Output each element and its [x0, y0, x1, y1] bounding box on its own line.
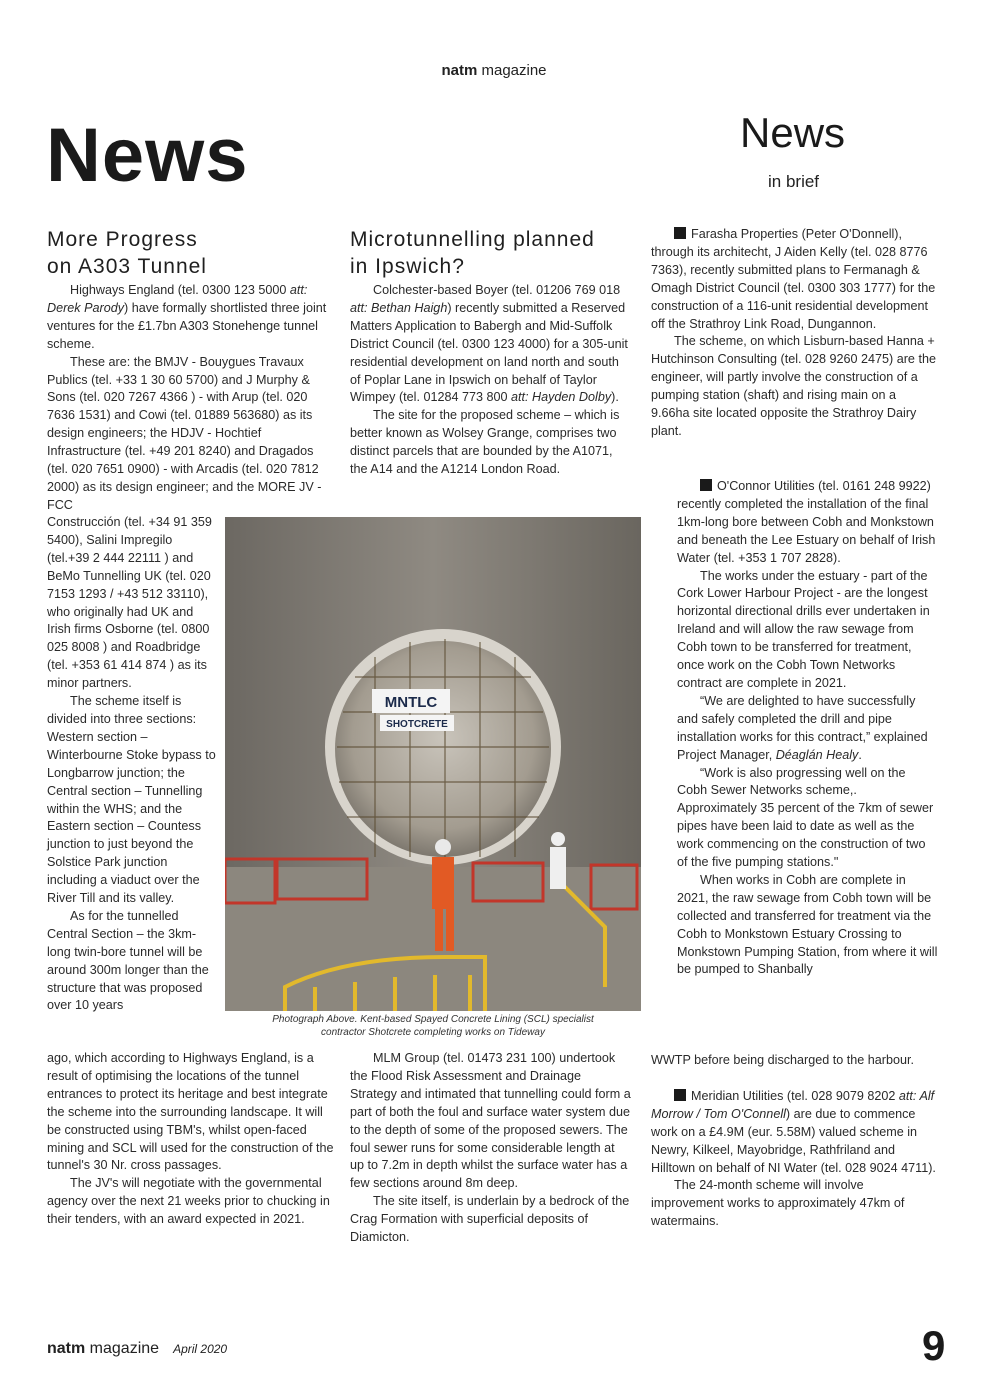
paragraph: These are: the BMJV - Bouygues Travaux Publics (tel. +33 1 30 60 5700) and J Murphy & Sons (tel. 020 7267 4366 ) - with Arup (tel. 020 7636 1531) and Cowi (tel. 01889 563680) as its design engineers; the HDJV - Hochtief Infrastructure (tel. +49 201 8240) and Dragados (tel. 020 7651 0900) - with Arcadis (tel. 020 7812 2000) as its design engineer; and the MORE JV - FCC [47, 354, 322, 512]
text: ) recently submitted a Reserved Matters Application to Babergh and Mid-Suffolk District Council (tel. 0300 123 4000) for a 305-unit residential development on land north and south of Poplar Lane in Ipswich on behalf of Taylor Wimpey (tel. 01284 773 800 [350, 300, 628, 405]
text: “We are delighted to have successfully and safely completed the drill and pipe installation works for this contract,” explained Project Manager, [677, 693, 928, 762]
paragraph: The 24-month scheme will involve improvement works to approximately 47km of watermains. [651, 1178, 905, 1229]
person-name: Déaglán Healy [775, 747, 859, 762]
paragraph [350, 282, 631, 407]
article-a303-bottom [47, 1050, 334, 1229]
paragraph: When works in Cobh are complete in 2021, the raw sewage from Cobh town will be collected and transferred for treatment via the Cobh to Monkstown Estuary Crossing to Monkstown Pumping Station, from where it will be pumped to Shanbally [677, 872, 938, 977]
paragraph [651, 1088, 937, 1178]
text: . [858, 747, 862, 762]
text: ). [611, 390, 619, 405]
heading-line: Microtunnelling planned [350, 228, 595, 251]
sign-shotcrete: SHOTCRETE [386, 719, 448, 730]
photo-caption [225, 1013, 641, 1039]
paragraph: Construcción (tel. +34 91 359 5400), Salini Impregilo (tel.+39 2 444 22111 ) and BeMo Tunnelling UK (tel. 020 7153 1293 / +43 512 33110), who originally had UK and Irish firms Osborne (tel. 0800 025 8008 ) and Roadbridge (tel. +353 61 414 874 ) as its minor partners. [47, 515, 212, 691]
paragraph: The works under the estuary - part of the Cork Lower Harbour Project - are the longest horizontal directional drills ever undertaken in Ireland and will allow the raw sewage from Cobh town to be transferred for treatment, once work on the Cobh Town Networks contract are complete in 2021. [677, 568, 930, 690]
brief-oconnor-end [651, 1052, 937, 1231]
text: Colchester-based Boyer (tel. 01206 769 018 [373, 283, 621, 297]
text: ) have formally shortlisted three joint ventures for the £1.7bn A303 Stonehenge tunnel scheme. [47, 300, 327, 351]
paragraph: WWTP before being discharged to the harbour. [651, 1053, 914, 1067]
paragraph: The scheme, on which Lisburn-based Hanna + Hutchinson Consulting (tel. 028 9260 2475) are the engineer, will partly involve the construction of a pumping station (shaft) and rising main on a 9.66ha site located opposite the Strathroy Dairy plant. [651, 334, 936, 438]
caption-line: contractor Shotcrete completing works on Tideway [321, 1027, 545, 1038]
article-ipswich-top [350, 226, 631, 479]
brief-title: News [740, 109, 846, 156]
text: Meridian Utilities (tel. 028 9079 8202 [691, 1088, 899, 1103]
article-ipswich-bottom [350, 1050, 631, 1247]
text: ) are due to commence work on a £4.9M (eur. 5.58M) valued scheme in Newry, Kilkeel, Mayobridge, Rathfriland and Hilltown on behalf of NI Water (tel. 028 9024 4711). [651, 1106, 936, 1175]
paragraph: MLM Group (tel. 01473 231 100) undertook the Flood Risk Assessment and Drainage Strategy and intimated that tunnelling could form a part of both the foul and surface water system due to the depth of some of the proposed sewers. The foul sewer runs for some considerable length at up to 7.2m in depth whilst the surface water has a few sections around 8m deep. [350, 1051, 631, 1191]
heading-line: in Ipswich? [350, 255, 465, 278]
paragraph [677, 478, 938, 568]
footer-magazine [47, 1340, 227, 1358]
paragraph: As for the tunnelled Central Section – the 3km-long twin-bore tunnel will be around 300m longer than the structure that was proposed over 10 years [47, 908, 209, 1013]
heading-line: on A303 Tunnel [47, 255, 207, 278]
bullet-square-icon [674, 1089, 686, 1101]
bullet-square-icon [700, 479, 712, 491]
bullet-square-icon [674, 227, 686, 239]
tunnel-photo [225, 517, 641, 1011]
tunnel-photo-illustration [225, 517, 641, 1011]
contact-name: att: Hayden Dolby [511, 390, 612, 405]
brief-subtitle: in brief [768, 172, 820, 191]
paragraph: ago, which according to Highways England, is a result of optimising the locations of the tunnel entrances to protect its heritage and best integrate the scheme into the surrounding landscape. It will be constructed using TBM's, whilst open-faced mining and SCL will used for the construction of the tunnel's 30 Nr. cross passages. [47, 1051, 334, 1173]
article-ipswich-heading [350, 226, 631, 280]
brief-oconnor [677, 478, 938, 979]
heading-line: More Progress [47, 228, 198, 251]
contact-name: att: Alf Morrow / Tom O'Connell [651, 1088, 935, 1121]
paragraph [651, 226, 937, 333]
caption-line: Photograph Above. Kent-based Spayed Concrete Lining (SCL) specialist [272, 1014, 594, 1025]
paragraph: The site itself, is underlain by a bedrock of the Crag Formation with superficial deposits of Diamicton. [350, 1194, 630, 1245]
page-number: 9 [922, 1322, 946, 1369]
article-a303-narrow [47, 514, 217, 1015]
text: O'Connor Utilities (tel. 0161 248 9922) recently completed the installation of the final 1km-long bore between Cobh and Monkstown and beneath the Lee Estuary on behalf of Irish Water (tel. +353 1 707 2828). [677, 479, 936, 565]
footer-magazine-bold: natm [47, 1340, 86, 1357]
contact-name: att: Derek Parody [47, 283, 308, 315]
footer-date: April 2020 [173, 1342, 228, 1356]
text: Highways England (tel. 0300 123 5000 [70, 283, 290, 297]
paragraph: The scheme itself is divided into three sections: Western section – Winterbourne Stoke bypass to Longbarrow junction; the Central section – Tunnelling within the WHS; and the Eastern section – Countess junction to just beyond the Solstice Park junction including a viaduct over the River Till and its valley. [47, 694, 216, 906]
magazine-header [0, 62, 988, 79]
text: Farasha Properties (Peter O'Donnell), through its architecht, J Aiden Kelly (tel. 028 8776 7363), recently submitted plans to Fermanagh & Omagh District Council (tel. 0300 303 1777) for the construction of a 116-unit residential development off the Strathroy Link Road, Dungannon. [651, 227, 936, 331]
brief-farasha [651, 226, 937, 441]
paragraph [47, 282, 334, 354]
paragraph [677, 693, 938, 765]
article-a303-top [47, 226, 334, 515]
magazine-name-rest: magazine [477, 62, 547, 79]
paragraph: The JV's will negotiate with the governmental agency over the next 21 weeks prior to chucking in their tenders, with an award expected in 2021. [47, 1176, 330, 1227]
article-a303-heading [47, 226, 334, 280]
footer-magazine-rest: magazine [85, 1340, 160, 1357]
page-title: News [46, 113, 249, 198]
sign-mntlc: MNTLC [384, 694, 438, 711]
paragraph: “Work is also progressing well on the Cobh Sewer Networks scheme,. Approximately 35 percent of the 7km of sewer pipes have been laid to date as well as the work commencing on the construction of two of the five pumping stations." [677, 765, 934, 870]
contact-name: att: Bethan Haigh [350, 300, 448, 315]
magazine-name-bold: natm [441, 62, 478, 79]
paragraph: The site for the proposed scheme – which is better known as Wolsey Grange, comprises two distinct parcels that are bounded by the A1071, the A14 and the A1214 London Road. [350, 408, 620, 477]
